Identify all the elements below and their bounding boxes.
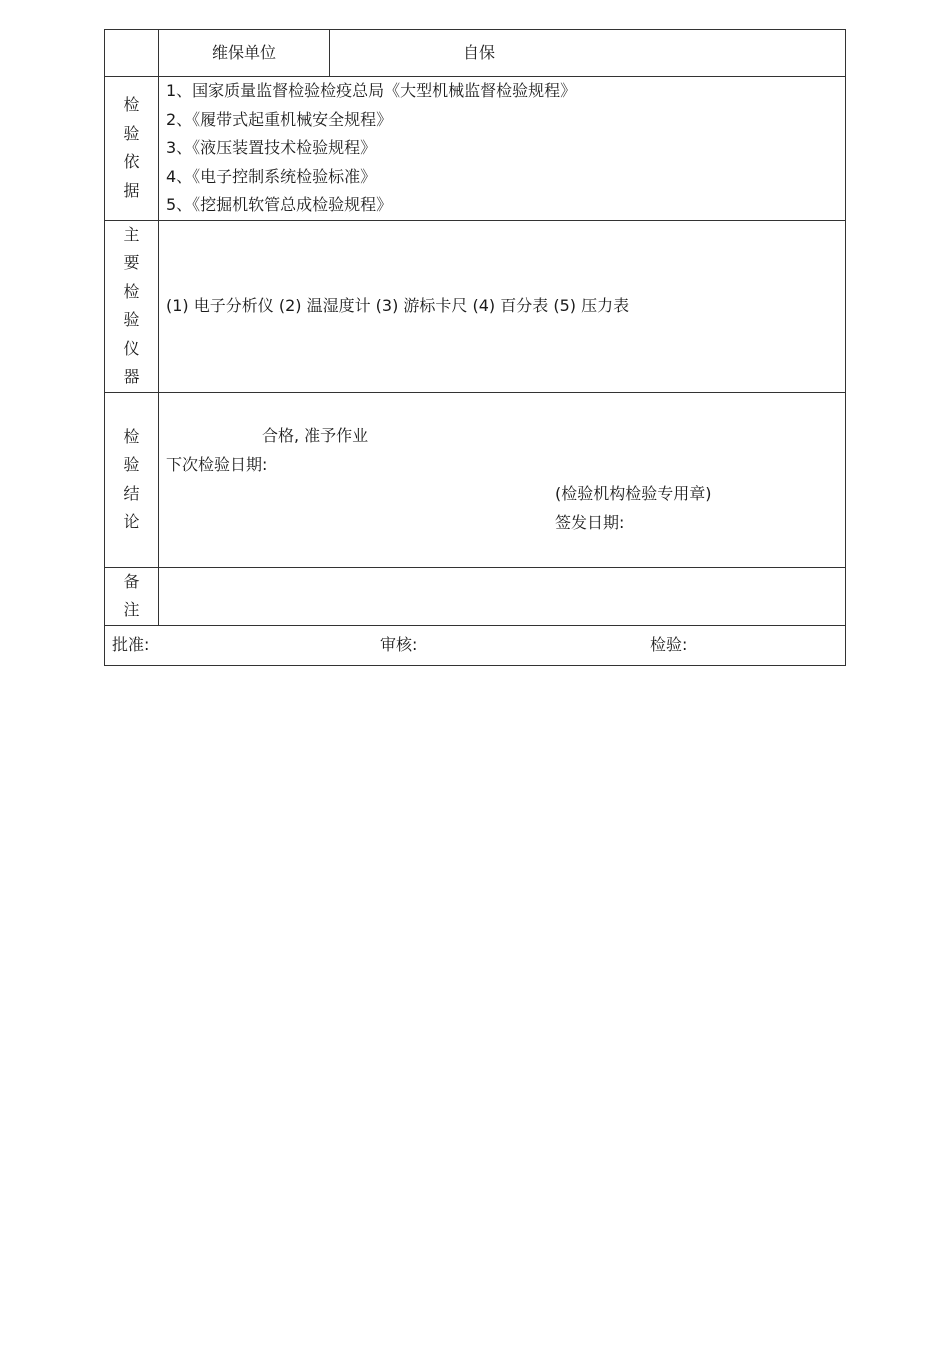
remarks-row: [105, 567, 846, 625]
maintenance-unit-label: 维保单位: [159, 30, 330, 77]
remarks-value: [159, 567, 846, 625]
maintenance-unit-value: 自保: [330, 30, 846, 77]
inspect-label: 检验:: [650, 634, 688, 654]
next-inspection-date-label: 下次检验日期:: [166, 454, 268, 474]
basis-item: 4、《电子控制系统检验标准》: [166, 166, 377, 186]
official-seal-note: (检验机构检验专用章): [555, 483, 712, 503]
empty-corner-cell: [105, 30, 159, 77]
conclusion-result: 合格, 准予作业: [262, 425, 369, 445]
inspection-report-table: [104, 29, 846, 666]
conclusion-row: [105, 392, 846, 567]
remarks-label: 备 注: [105, 567, 159, 625]
issue-date-label: 签发日期:: [555, 512, 625, 532]
inspection-basis-label: 检 验 依 据: [105, 77, 159, 221]
maintenance-row: [105, 30, 846, 77]
conclusion-label: 检 验 结 论: [105, 392, 159, 567]
review-label: 审核:: [380, 634, 418, 654]
basis-item: 2、《履带式起重机械安全规程》: [166, 109, 393, 129]
inspection-basis-row: [105, 77, 846, 221]
approve-label: 批准:: [112, 634, 150, 654]
instruments-list: (1) 电子分析仪 (2) 温湿度计 (3) 游标卡尺 (4) 百分表 (5) 压力表: [159, 220, 846, 392]
basis-item: 1、国家质量监督检验检疫总局《大型机械监督检验规程》: [166, 81, 577, 100]
signature-row: [105, 625, 846, 665]
inspection-basis-list: [159, 77, 846, 221]
basis-item: 5、《挖掘机软管总成检验规程》: [166, 195, 393, 214]
instruments-label: 主 要 检 验 仪 器: [105, 220, 159, 392]
basis-item: 3、《液压装置技术检验规程》: [166, 138, 377, 157]
instruments-row: [105, 220, 846, 392]
conclusion-content: [159, 392, 846, 567]
signature-cell: [105, 625, 846, 665]
